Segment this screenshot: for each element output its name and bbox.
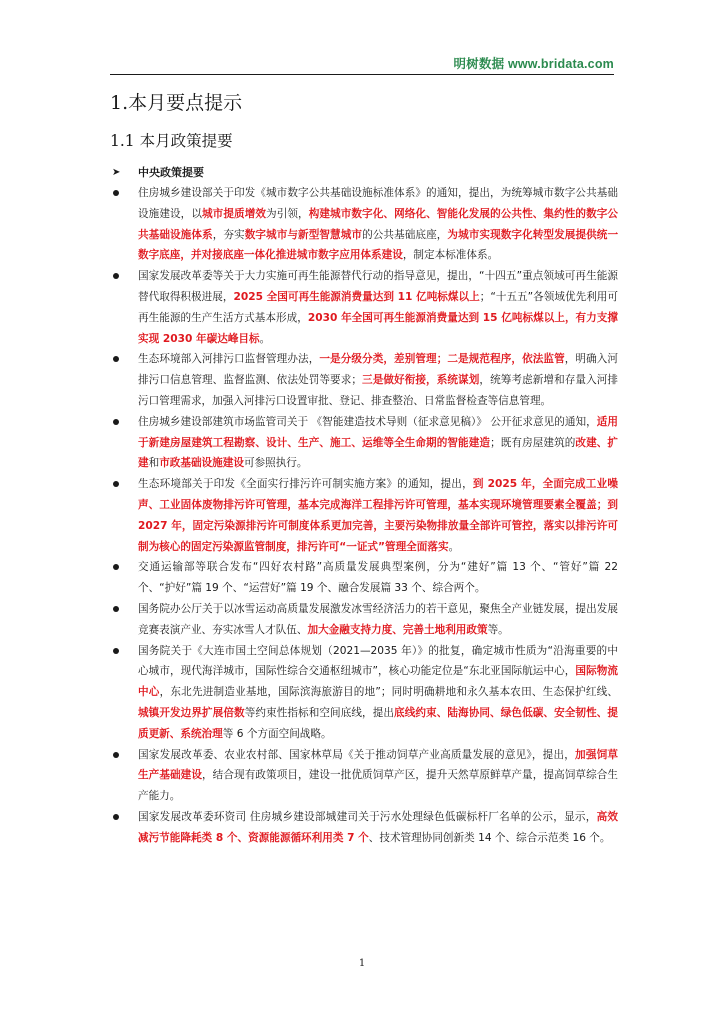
body-text: 生态环境部关于印发《全面实行排污许可制实施方案》的通知，提出， xyxy=(138,478,473,491)
body-text: 、技术管理协同创新类 14 个、综合示范类 16 个。 xyxy=(368,831,611,844)
body-text: 等约束性指标和空间底线，提出 xyxy=(244,706,395,719)
body-text: 的公共基础底座， xyxy=(362,228,448,241)
body-text: 国家发展改革委、农业农村部、国家林草局《关于推动饲草产业高质量发展的意见》，提出， xyxy=(138,748,576,761)
body-text: 住房城乡建设部关于印发《城市数字公共基础设施标准体系》的通知，提出，为统筹城市数字公共基础设施建设，以 xyxy=(138,187,618,220)
policy-item xyxy=(110,183,618,266)
highlighted-text: 为城市实现数字化转型发展提供统一数字底座，并对接底座一体化推进城市数字应用体系建设 xyxy=(138,228,619,262)
arrow-bullet-icon: ➤ xyxy=(112,167,121,178)
highlighted-text: 一是分级分类，差别管理；二是规范程序，依法监管 xyxy=(319,353,565,366)
heading-monthly-highlights: 1.本月要点提示 xyxy=(110,92,243,114)
highlighted-text: 构建城市数字化、网络化、智能化发展的公共性、集约性的数字公共基础设施体系 xyxy=(138,207,619,241)
central-policy-subheading xyxy=(110,163,618,183)
policy-item xyxy=(110,807,618,849)
body-text: 等 6 个方面空间战略。 xyxy=(222,727,332,740)
highlighted-text: 底线约束、陆海协同、绿色低碳、安全韧性、提质更新、系统治理 xyxy=(138,706,619,740)
body-text: 为引领， xyxy=(266,207,309,220)
body-text: 国务院办公厅关于以冰雪运动高质量发展激发冰雪经济活力的若干意见，聚焦全产业链发展，提出发展竞赛表演产业、夯实冰雪人才队伍、 xyxy=(138,602,618,636)
header-brand: 明树数据 www.bridata.com xyxy=(453,57,614,71)
body-text: 国务院关于《大连市国土空间总体规划（2021—2035 年）》的批复，确定城市性质为“沿海重要的中心城市，现代海洋城市，国际性综合交通枢纽城市”，核心功能定位是“东北亚国际航运中心， xyxy=(138,644,618,678)
highlighted-text: 城镇开发边界扩展倍数 xyxy=(138,706,245,719)
bullet-dot-icon xyxy=(113,273,119,279)
highlighted-text: 高效减污节能降耗类 8 个、资源能源循环利用类 7 个 xyxy=(138,810,618,844)
central-policy-title: 中央政策提要 xyxy=(138,166,204,179)
highlighted-text: 加强饲草生产基础建设 xyxy=(138,748,619,782)
body-text: ，统筹考虑新增和存量入河排污口管理需求，加强入河排污口设置审批、登记、排查整治、日常监督检查等信息管理。 xyxy=(138,374,619,407)
highlighted-text: 2025 全国可再生能源消费量达到 11 亿吨标煤以上 xyxy=(233,290,480,303)
policy-list xyxy=(110,183,618,849)
highlighted-text: 市政基础设施建设 xyxy=(159,457,244,470)
body-text: 等。 xyxy=(487,623,509,636)
body-text: 可参照执行。 xyxy=(243,457,308,470)
policy-item xyxy=(110,599,618,641)
body-text: 国家发展改革委环资司 住房城乡建设部城建司关于污水处理绿色低碳标杆厂名单的公示，显示， xyxy=(138,810,597,823)
body-text: 。 xyxy=(259,332,271,345)
policy-item xyxy=(110,641,618,745)
bullet-dot-icon xyxy=(113,419,119,425)
policy-item xyxy=(110,266,618,349)
bullet-dot-icon xyxy=(113,190,119,196)
highlighted-text: 2030 年全国可再生能源消费量达到 15 亿吨标煤以上，有力支撑实现 2030 年碳达峰目标 xyxy=(138,311,619,345)
body-text: 。 xyxy=(448,540,460,553)
policy-item xyxy=(110,557,618,599)
bullet-dot-icon xyxy=(113,648,119,654)
highlighted-text: 三是做好衔接，系统谋划 xyxy=(361,374,480,387)
bullet-dot-icon xyxy=(113,564,119,570)
policy-item xyxy=(110,745,618,807)
body-text: 和 xyxy=(148,457,160,470)
body-text: ；“十五五”各领域优先利用可再生能源的生产生活方式基本形成， xyxy=(138,290,618,324)
highlighted-text: 国际物流中心 xyxy=(138,665,618,699)
bullet-dot-icon xyxy=(113,752,119,758)
body-text: ，结合现有政策项目，建设一批优质饲草产区，提升天然草原鲜草产量，提高饲草综合生产能力。 xyxy=(138,769,619,803)
body-text: ，明确入河排污口信息管理、监督监测、依法处罚等要求； xyxy=(138,353,619,387)
body-text: ，夯实 xyxy=(212,228,245,241)
header-rule xyxy=(110,74,614,75)
policy-item xyxy=(110,474,618,557)
body-text: 国家发展改革委等关于大力实施可再生能源替代行动的指导意见，提出，“十四五”重点领域可再生能源替代取得积极进展， xyxy=(138,270,618,303)
highlighted-text: 城市提质增效 xyxy=(202,207,267,220)
body-text: 住房城乡建设部建筑市场监管司关于 《智能建造技术导则（征求意见稿）》 公开征求意见的通知， xyxy=(138,415,597,428)
body-text: 交通运输部等联合发布“四好农村路”高质量发展典型案例，分为“建好”篇 13 个、“管好”篇 22 个、“护好”篇 19 个、“运营好”篇 19 个、融合发展篇 33 个、综合两个。 xyxy=(138,561,618,595)
bullet-dot-icon xyxy=(113,606,119,612)
body-text: ，东北先进制造业基地，国际滨海旅游目的地”；同时明确耕地和永久基本农田、生态保护红线、 xyxy=(159,686,618,699)
bullet-dot-icon xyxy=(113,481,119,487)
bullet-dot-icon xyxy=(113,356,119,362)
policy-section xyxy=(110,163,618,849)
page-number: 1 xyxy=(358,958,366,969)
highlighted-text: 改建、扩建 xyxy=(138,436,619,470)
highlighted-text: 适用于新建房屋建筑工程勘察、设计、生产、施工、运维等全生命期的智能建造 xyxy=(138,415,618,449)
policy-item xyxy=(110,349,618,411)
bullet-dot-icon xyxy=(113,814,119,820)
heading-policy-summary: 1.1 本月政策提要 xyxy=(110,132,233,150)
policy-item xyxy=(110,412,618,474)
highlighted-text: 到 2025 年，全面完成工业噪声、工业固体废物排污许可管理，基本完成海洋工程排污许可管理，基本实现环境管理要素全覆盖；到 2027 年，固定污染源排污许可制度体系更加完善，主要污染物排放量全部许可管控，落实以排污许可制为核心的固定污染源监管制度，排污许可“一证式”管理全面落实 xyxy=(138,478,618,553)
highlighted-text: 数字城市与新型智慧城市 xyxy=(244,228,363,241)
body-text: ；既有房屋建筑的 xyxy=(490,436,576,449)
body-text: ，制定本标准体系。 xyxy=(402,249,499,262)
body-text: 生态环境部入河排污口监督管理办法， xyxy=(138,353,320,366)
highlighted-text: 加大金融支持力度、完善土地利用政策 xyxy=(307,623,488,636)
